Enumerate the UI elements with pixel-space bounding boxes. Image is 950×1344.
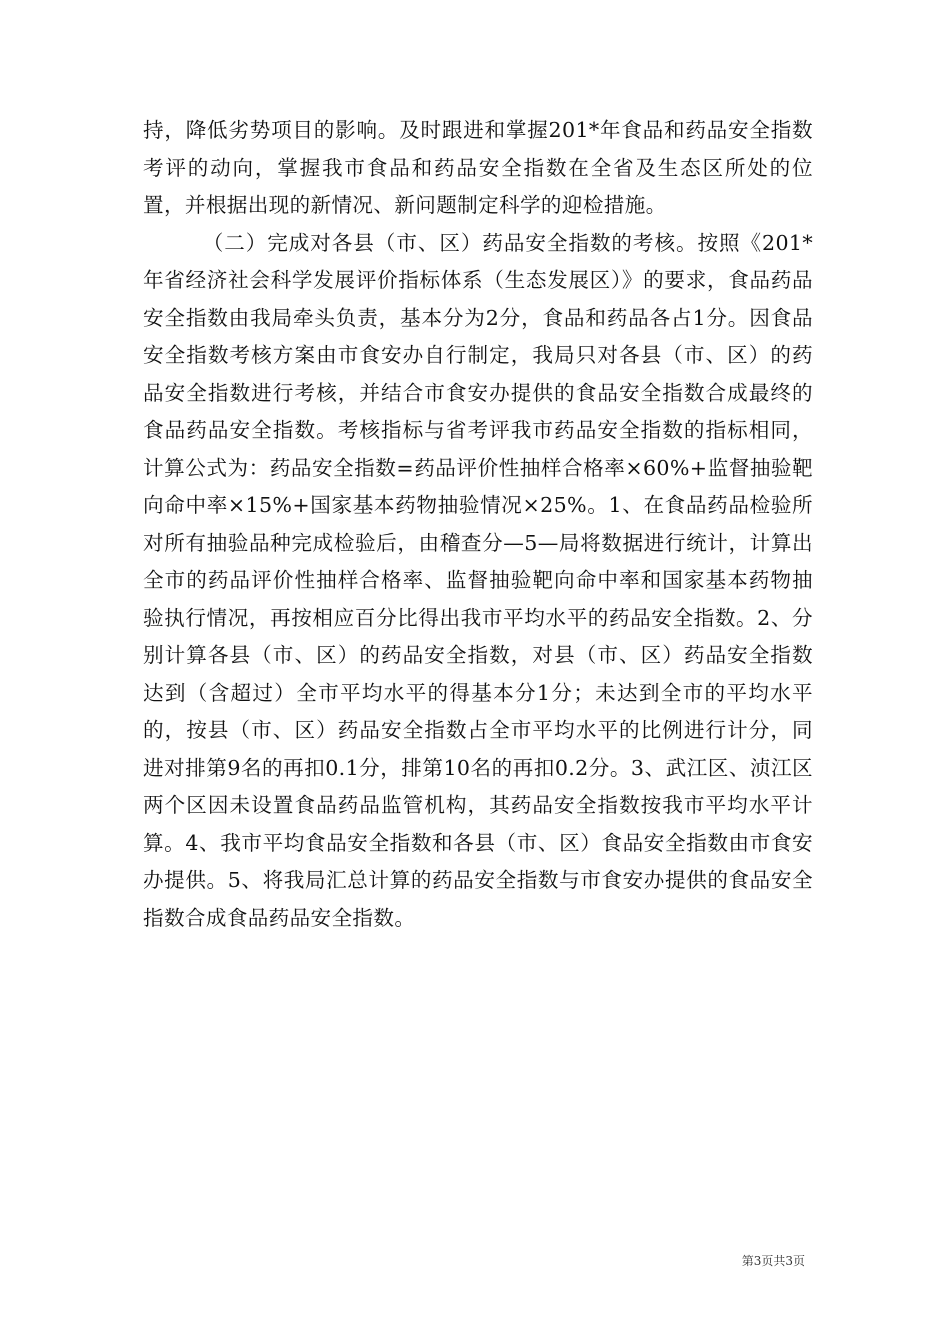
document-body bbox=[143, 112, 813, 937]
paragraph-continuation: 持，降低劣势项目的影响。及时跟进和掌握201*年食品和药品安全指数考评的动向，掌握我市食品和药品安全指数在全省及生态区所处的位置，并根据出现的新情况、新问题制定科学的迎检措施。 bbox=[143, 118, 813, 217]
paragraph-section-two: （二）完成对各县（市、区）药品安全指数的考核。按照《201*年省经济社会科学发展评价指标体系（生态发展区）》的要求，食品药品安全指数由我局牵头负责，基本分为2分，食品和药品各占1分。因食品安全指数考核方案由市食安办自行制定，我局只对各县（市、区）的药品安全指数进行考核，并结合市食安办提供的食品安全指数合成最终的食品药品安全指数。考核指标与省考评我市药品安全指数的指标相同，计算公式为：药品安全指数=药品评价性抽样合格率×60%+监督抽验靶向命中率×15%+国家基本药物抽验情况×25%。1、在食品药品检验所对所有抽验品种完成检验后，由稽查分—5—局将数据进行统计，计算出全市的药品评价性抽样合格率、监督抽验靶向命中率和国家基本药物抽验执行情况，再按相应百分比得出我市平均水平的药品安全指数。2、分别计算各县（市、区）的药品安全指数，对县（市、区）药品安全指数达到（含超过）全市平均水平的得基本分1分；未达到全市的平均水平的，按县（市、区）药品安全指数占全市平均水平的比例进行计分，同进对排第9名的再扣0.1分，排第10名的再扣0.2分。3、武江区、浈江区两个区因未设置食品药品监管机构，其药品安全指数按我市平均水平计算。4、我市平均食品安全指数和各县（市、区）食品安全指数由市食安办提供。5、将我局汇总计算的药品安全指数与市食安办提供的食品安全指数合成食品药品安全指数。 bbox=[143, 230, 813, 930]
page-number-footer: 第3页共3页 bbox=[741, 1254, 805, 1268]
